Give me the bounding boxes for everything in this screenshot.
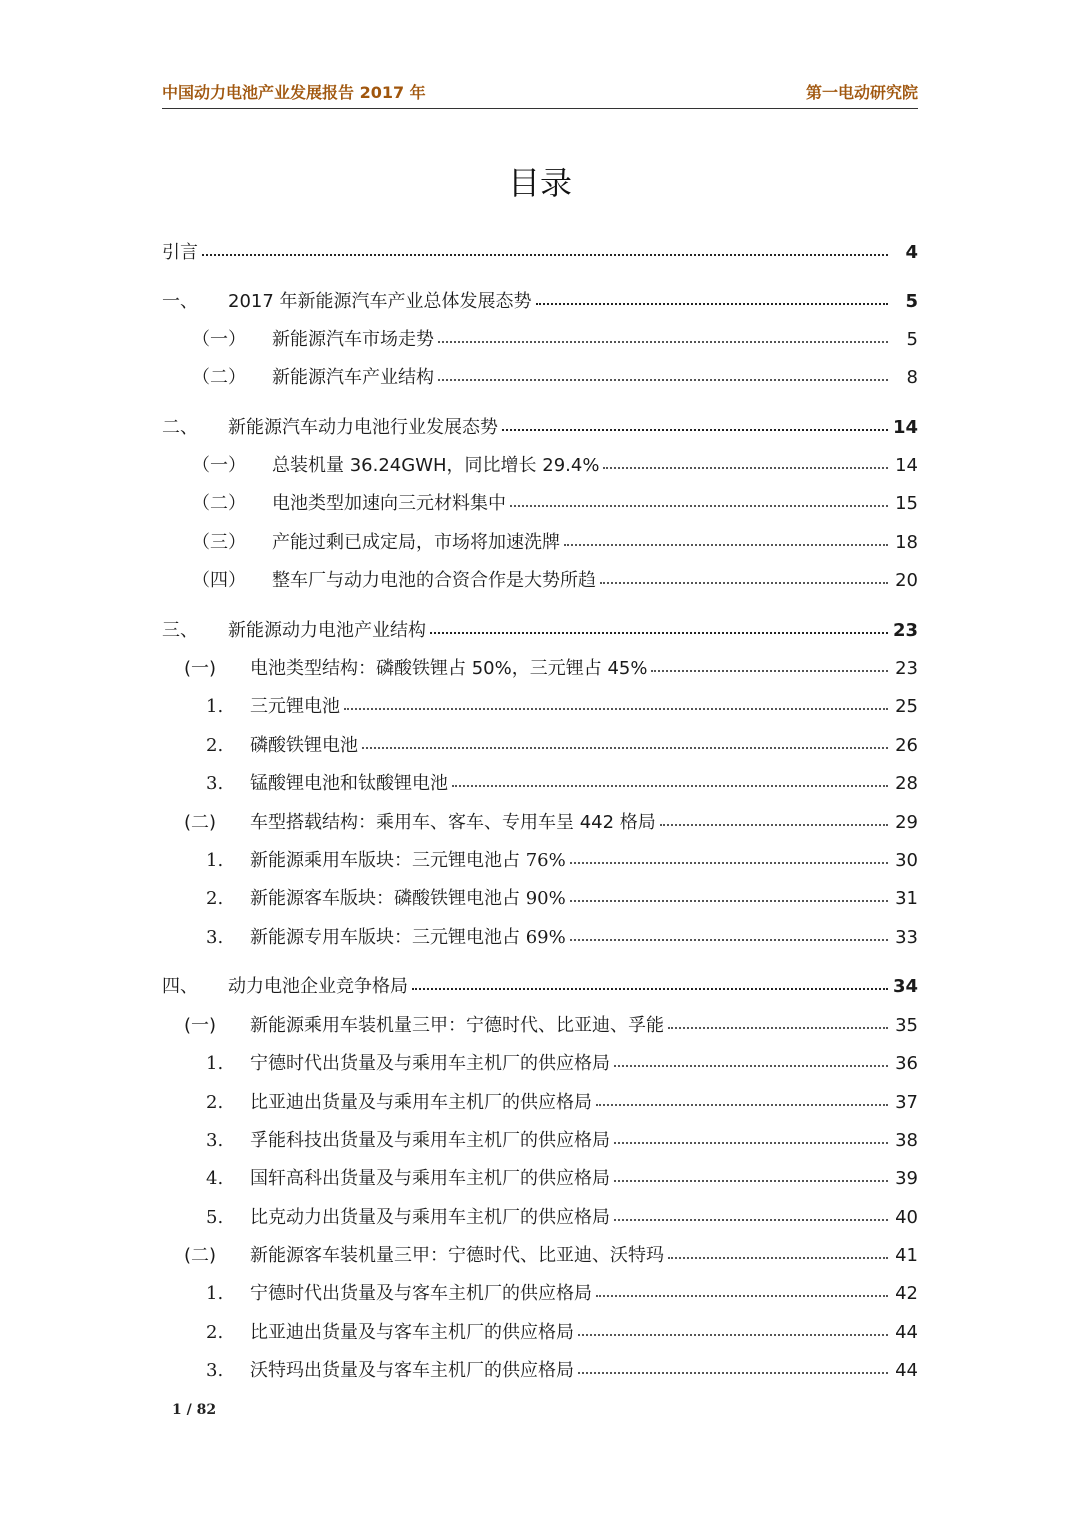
toc-entry-number: （一） [192, 329, 246, 350]
toc-entry-title: 引言 [162, 242, 198, 263]
toc-entry-number: （一） [192, 455, 246, 476]
toc-entry-page: 36 [895, 1053, 918, 1074]
toc-entry-title: 车型搭载结构：乘用车、客车、专用车呈 442 格局 [250, 812, 656, 833]
toc-entry[interactable] [162, 731, 918, 757]
toc-entry-title: 总装机量 36.24GWH，同比增长 29.4% [272, 455, 600, 476]
toc-entry-page: 14 [892, 417, 918, 438]
toc-entry-page: 5 [905, 291, 918, 312]
toc-entry-title: 新能源客车版块：磷酸铁锂电池占 90% [250, 888, 566, 909]
toc-entry-number: (二) [184, 812, 217, 833]
toc-entry-title: 新能源客车装机量三甲：宁德时代、比亚迪、沃特玛 [250, 1245, 664, 1266]
toc-entry-page: 41 [895, 1245, 918, 1266]
toc-entry-title: 磷酸铁锂电池 [250, 735, 358, 756]
toc-entry-page: 23 [895, 658, 918, 679]
toc-entry-page: 20 [895, 570, 918, 591]
toc-entry-number: 1. [206, 696, 224, 717]
toc-leader-dots [603, 453, 888, 471]
toc-leader-dots [578, 1320, 888, 1338]
toc-entry[interactable] [162, 654, 918, 680]
toc-entry-number: 2. [206, 888, 224, 909]
toc-leader-dots [614, 1166, 888, 1184]
toc-entry-title: 宁德时代出货量及与客车主机厂的供应格局 [250, 1283, 592, 1304]
toc-leader-dots [651, 656, 888, 674]
toc-entry-number: （四） [192, 570, 246, 591]
toc-leader-dots [536, 289, 888, 307]
toc-entry-page: 30 [895, 850, 918, 871]
toc-entry-page: 44 [895, 1322, 918, 1343]
toc-entry[interactable] [162, 566, 918, 592]
toc-entry[interactable] [162, 238, 918, 264]
toc-entry[interactable] [162, 616, 918, 642]
toc-entry[interactable] [162, 1049, 918, 1075]
toc-entry-page: 44 [895, 1360, 918, 1381]
toc-entry-number: (二) [184, 1245, 217, 1266]
toc-entry-page: 38 [895, 1130, 918, 1151]
toc-entry-page: 26 [895, 735, 918, 756]
toc-leader-dots [600, 568, 888, 586]
toc-entry[interactable] [162, 808, 918, 834]
toc-entry[interactable] [162, 1279, 918, 1305]
toc-entry-page: 4 [905, 242, 918, 263]
toc-entry[interactable] [162, 769, 918, 795]
toc-entry-number: 4. [206, 1168, 224, 1189]
toc-entry-page: 15 [895, 493, 918, 514]
toc-leader-dots [660, 810, 888, 828]
toc-entry[interactable] [162, 325, 918, 351]
toc-leader-dots [578, 1358, 888, 1376]
toc-leader-dots [614, 1205, 888, 1223]
toc-entry[interactable] [162, 1088, 918, 1114]
toc-entry-title: 比亚迪出货量及与客车主机厂的供应格局 [250, 1322, 574, 1343]
toc-leader-dots [438, 365, 888, 383]
toc-entry-page: 40 [895, 1207, 918, 1228]
toc-entry[interactable] [162, 451, 918, 477]
toc-entry-title: 电池类型加速向三元材料集中 [272, 493, 506, 514]
toc-entry[interactable] [162, 1164, 918, 1190]
toc-title: 目录 [507, 164, 572, 202]
toc-entry-page: 14 [895, 455, 918, 476]
toc-leader-dots [564, 530, 888, 548]
toc-entry-number: 一、 [162, 291, 198, 312]
toc-leader-dots [510, 491, 888, 509]
toc-entry-title: 新能源乘用车装机量三甲：宁德时代、比亚迪、孚能 [250, 1015, 664, 1036]
toc-entry[interactable] [162, 972, 918, 998]
toc-leader-dots [202, 240, 888, 258]
toc-entry[interactable] [162, 1203, 918, 1229]
toc-entry-title: 2017 年新能源汽车产业总体发展态势 [228, 291, 532, 312]
toc-entry-number: 三、 [162, 620, 198, 641]
toc-entry-number: 二、 [162, 417, 198, 438]
toc-entry-title: 国轩高科出货量及与乘用车主机厂的供应格局 [250, 1168, 610, 1189]
toc-leader-dots [430, 618, 888, 636]
toc-leader-dots [614, 1051, 888, 1069]
toc-entry-number: 1. [206, 1053, 224, 1074]
toc-entry-number: 3. [206, 1360, 224, 1381]
toc-leader-dots [438, 327, 888, 345]
toc-entry-title: 沃特玛出货量及与客车主机厂的供应格局 [250, 1360, 574, 1381]
header-report-title: 中国动力电池产业发展报告 2017 年 [162, 83, 426, 102]
toc-entry-number: （二） [192, 367, 246, 388]
toc-entry-page: 33 [895, 927, 918, 948]
toc-entry-page: 42 [895, 1283, 918, 1304]
toc-leader-dots [502, 415, 888, 433]
toc-entry[interactable] [162, 413, 918, 439]
toc-leader-dots [452, 771, 888, 789]
toc-entry[interactable] [162, 1241, 918, 1267]
toc-entry[interactable] [162, 884, 918, 910]
toc-leader-dots [668, 1243, 888, 1261]
toc-entry-title: 新能源汽车市场走势 [272, 329, 434, 350]
toc-entry-page: 5 [906, 329, 918, 350]
toc-entry-number: 3. [206, 927, 224, 948]
toc-leader-dots [596, 1090, 888, 1108]
toc-entry[interactable] [162, 1356, 918, 1382]
toc-entry-page: 37 [895, 1092, 918, 1113]
toc-entry-title: 产能过剩已成定局，市场将加速洗牌 [272, 532, 560, 553]
toc-leader-dots [596, 1281, 888, 1299]
toc-entry-number: (一) [184, 1015, 217, 1036]
toc-leader-dots [362, 733, 888, 751]
toc-entry-title: 新能源专用车版块：三元锂电池占 69% [250, 927, 566, 948]
toc-leader-dots [570, 886, 888, 904]
page-header [162, 80, 918, 109]
toc-entry[interactable] [162, 846, 918, 872]
toc-entry-page: 29 [895, 812, 918, 833]
toc-entry-number: （三） [192, 532, 246, 553]
toc-entry-title: 新能源汽车动力电池行业发展态势 [228, 417, 498, 438]
toc-entry-page: 39 [895, 1168, 918, 1189]
toc-entry-page: 34 [892, 976, 918, 997]
toc-entry-number: 1. [206, 1283, 224, 1304]
toc-entry-title: 比亚迪出货量及与乘用车主机厂的供应格局 [250, 1092, 592, 1113]
toc-leader-dots [668, 1013, 888, 1031]
toc-entry-title: 新能源动力电池产业结构 [228, 620, 426, 641]
toc-entry[interactable] [162, 528, 918, 554]
toc-entry-title: 比克动力出货量及与乘用车主机厂的供应格局 [250, 1207, 610, 1228]
toc-entry-page: 23 [892, 620, 918, 641]
toc-entry[interactable] [162, 1011, 918, 1037]
toc-leader-dots [570, 848, 888, 866]
toc-entry[interactable] [162, 287, 918, 313]
toc-entry-number: 1. [206, 850, 224, 871]
page-number: 1 / 82 [172, 1402, 217, 1418]
toc-entry[interactable] [162, 923, 918, 949]
toc-entry-title: 三元锂电池 [250, 696, 340, 717]
toc-leader-dots [614, 1128, 888, 1146]
toc-leader-dots [344, 694, 888, 712]
toc-entry-number: 3. [206, 773, 224, 794]
toc-entry-page: 25 [895, 696, 918, 717]
toc-entry-title: 动力电池企业竞争格局 [228, 976, 408, 997]
toc-entry[interactable] [162, 1126, 918, 1152]
toc-entry-number: 2. [206, 1322, 224, 1343]
toc-entry-number: （二） [192, 493, 246, 514]
toc-entry[interactable] [162, 363, 918, 389]
toc-entry-number: 2. [206, 1092, 224, 1113]
toc-entry[interactable] [162, 692, 918, 718]
toc-entry-number: 2. [206, 735, 224, 756]
toc-entry-title: 整车厂与动力电池的合资合作是大势所趋 [272, 570, 596, 591]
toc-entry-number: 5. [206, 1207, 224, 1228]
toc-entry-title: 新能源汽车产业结构 [272, 367, 434, 388]
toc-entry-title: 锰酸锂电池和钛酸锂电池 [250, 773, 448, 794]
toc-entry-number: 3. [206, 1130, 224, 1151]
toc-entry[interactable] [162, 489, 918, 515]
header-publisher: 第一电动研究院 [805, 83, 918, 102]
toc-entry-page: 18 [895, 532, 918, 553]
toc-entry-title: 电池类型结构：磷酸铁锂占 50%，三元锂占 45% [250, 658, 648, 679]
toc-leader-dots [412, 974, 888, 992]
toc-entry-number: (一) [184, 658, 217, 679]
toc-entry-title: 孚能科技出货量及与乘用车主机厂的供应格局 [250, 1130, 610, 1151]
toc-entry-page: 31 [895, 888, 918, 909]
toc-entry-title: 新能源乘用车版块：三元锂电池占 76% [250, 850, 566, 871]
toc-entry-title: 宁德时代出货量及与乘用车主机厂的供应格局 [250, 1053, 610, 1074]
toc-entry[interactable] [162, 1318, 918, 1344]
toc-entry-page: 8 [906, 367, 918, 388]
toc-entry-page: 28 [895, 773, 918, 794]
toc-entry-number: 四、 [162, 976, 198, 997]
toc-leader-dots [570, 925, 888, 943]
toc-entry-page: 35 [895, 1015, 918, 1036]
